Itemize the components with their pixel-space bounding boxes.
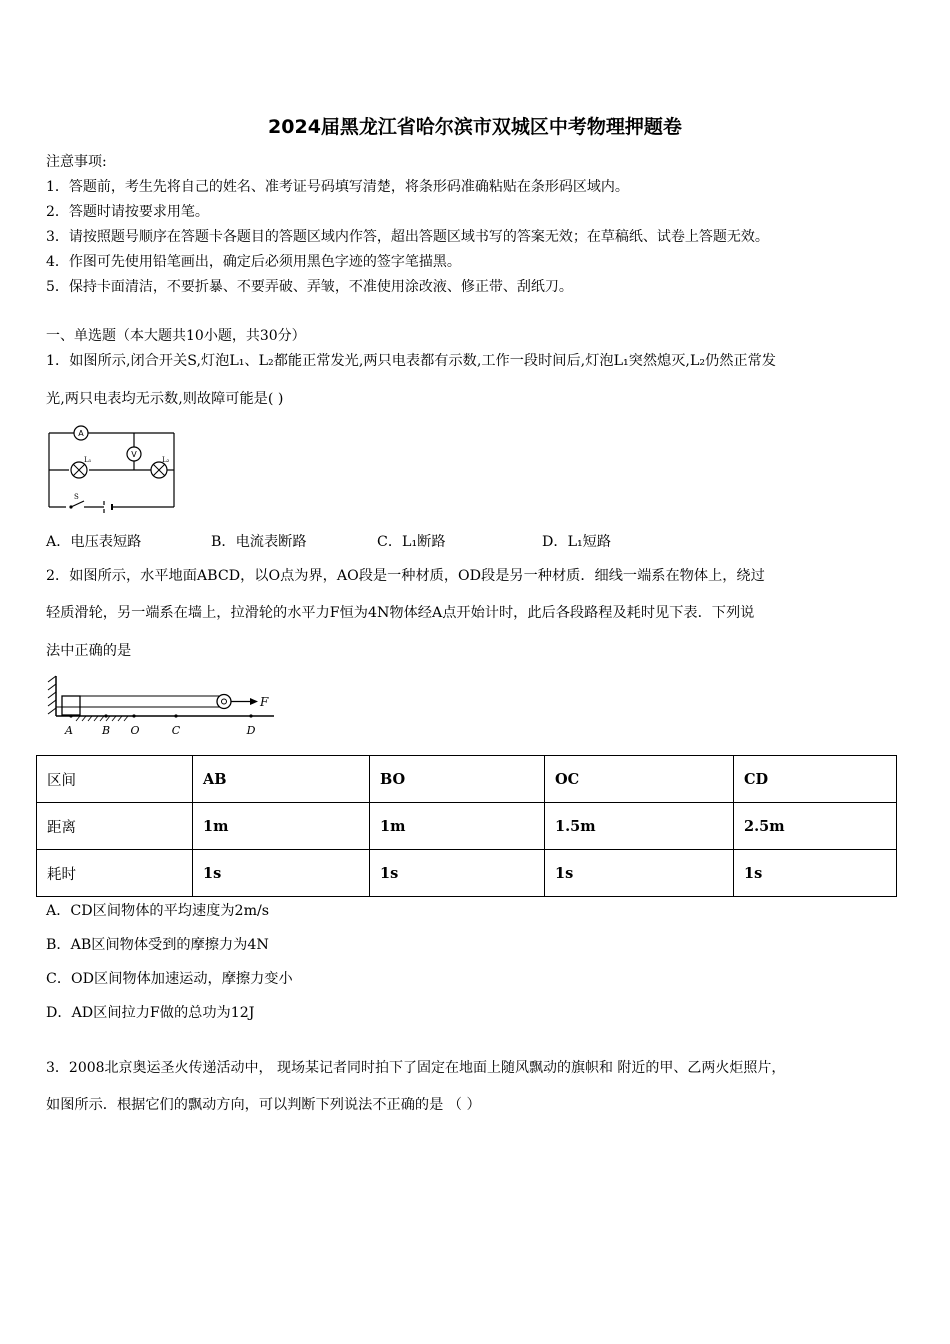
notice-item-5: 5．保持卡面清洁，不要折暴、不要弄破、弄皱，不准使用涂改液、修正带、刮纸刀。	[46, 279, 573, 295]
table-row	[37, 850, 897, 897]
table-cell: 1m	[193, 803, 370, 850]
q1-option-b[interactable]: B．电流表断路	[211, 534, 307, 550]
notice-item-2: 2．答题时请按要求用笔。	[46, 204, 209, 220]
table-cell: AB	[193, 756, 370, 803]
notice-heading: 注意事项:	[46, 154, 107, 170]
q2-option-c[interactable]: C．OD区间物体加速运动，摩擦力变小	[46, 971, 293, 987]
q1-circuit-diagram	[44, 422, 184, 514]
ammeter-label: A	[78, 429, 84, 438]
point-a-label: A	[65, 724, 73, 737]
q2-text-line3: 法中正确的是	[46, 643, 132, 659]
section-heading: 一、单选题（本大题共10小题，共30分）	[46, 328, 306, 344]
table-row	[37, 803, 897, 850]
q1-option-d[interactable]: D．L₁短路	[542, 534, 612, 550]
table-cell: 耗时	[37, 850, 193, 897]
switch-label: S	[74, 493, 79, 501]
q1-option-c[interactable]: C．L₁断路	[377, 534, 446, 550]
table-cell: 1m	[370, 803, 545, 850]
q2-text-line1: 2．如图所示，水平地面ABCD，以O点为界，AO段是一种材质，OD段是另一种材质．细线一端系在物体上，绕过	[46, 568, 765, 584]
notice-item-3: 3．请按照题号顺序在答题卡各题目的答题区域内作答，超出答题区域书写的答案无效；在草稿纸、试卷上答题无效。	[46, 229, 769, 245]
q2-pulley-diagram	[44, 674, 284, 740]
table-cell: 1.5m	[545, 803, 734, 850]
table-cell: OC	[545, 756, 734, 803]
point-c-label: C	[171, 724, 181, 737]
table-cell: BO	[370, 756, 545, 803]
notice-item-4: 4．作图可先使用铅笔画出，确定后必须用黑色字迹的签字笔描黑。	[46, 254, 461, 270]
q2-data-table	[36, 755, 897, 897]
table-row	[37, 756, 897, 803]
table-cell: 1s	[193, 850, 370, 897]
q2-text-line2: 轻质滑轮，另一端系在墙上，拉滑轮的水平力F恒为4N物体经A点开始计时，此后各段路程及耗时见下表．下列说	[46, 605, 755, 621]
page-title: 2024届黑龙江省哈尔滨市双城区中考物理押题卷	[268, 116, 682, 138]
force-label: F	[260, 695, 269, 709]
q3-text-line1: 3．2008北京奥运圣火传递活动中， 现场某记者同时拍下了固定在地面上随风飘动的旗帜和 附近的甲、乙两火炬照片，	[46, 1060, 786, 1076]
q3-text-line2: 如图所示．根据它们的飘动方向，可以判断下列说法不正确的是 （ ）	[46, 1097, 481, 1113]
voltmeter-label: V	[131, 450, 137, 459]
table-cell: 距离	[37, 803, 193, 850]
table-cell: 1s	[370, 850, 545, 897]
q1-text-line1: 1．如图所示,闭合开关S,灯泡L₁、L₂都能正常发光,两只电表都有示数,工作一段时间后,灯泡L₁突然熄灭,L₂仍然正常发	[46, 353, 776, 369]
point-b-label: B	[101, 724, 111, 737]
q1-text-line2: 光,两只电表均无示数,则故障可能是( )	[46, 391, 284, 407]
table-cell: CD	[734, 756, 897, 803]
q2-option-a[interactable]: A．CD区间物体的平均速度为2m/s	[46, 903, 270, 919]
lamp1-label: L₁	[84, 456, 92, 464]
q1-options	[46, 531, 746, 551]
table-cell: 区间	[37, 756, 193, 803]
q2-option-d[interactable]: D．AD区间拉力F做的总功为12J	[46, 1005, 255, 1021]
q2-option-b[interactable]: B．AB区间物体受到的摩擦力为4N	[46, 937, 269, 953]
point-o-label: O	[130, 724, 140, 737]
point-d-label: D	[246, 724, 256, 737]
notice-item-1: 1．答题前，考生先将自己的姓名、准考证号码填写清楚，将条形码准确粘贴在条形码区域内。	[46, 179, 629, 195]
q1-option-a[interactable]: A．电压表短路	[46, 534, 142, 550]
table-cell: 2.5m	[734, 803, 897, 850]
table-cell: 1s	[734, 850, 897, 897]
lamp2-label: L₂	[162, 456, 170, 464]
table-cell: 1s	[545, 850, 734, 897]
